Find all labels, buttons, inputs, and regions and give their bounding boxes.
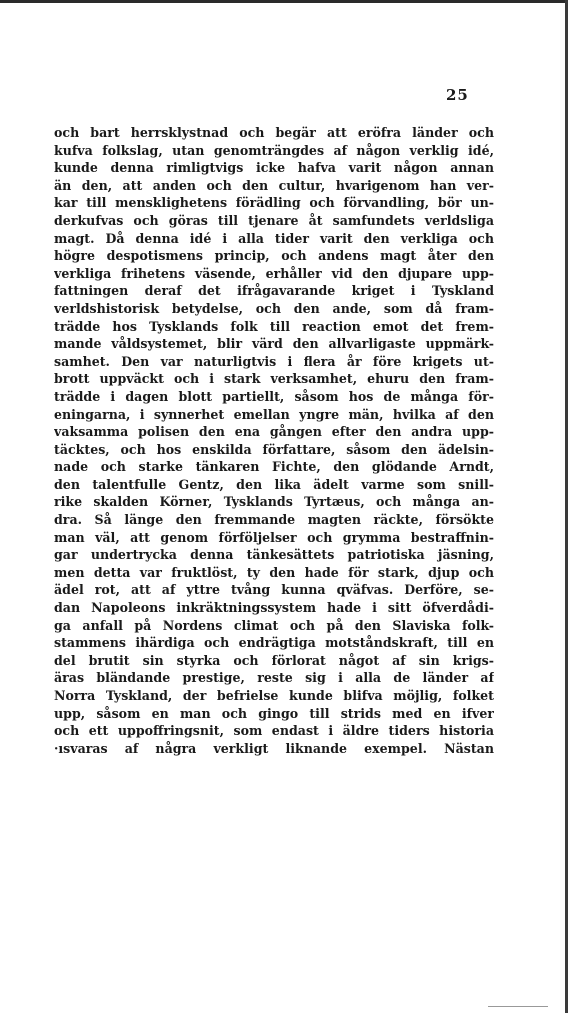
text-line: stammens ihärdiga och endrägtiga motståndskraft, till en <box>54 635 494 651</box>
text-line: rike skalden Körner, Tysklands Tyrtæus, och många an- <box>54 494 494 510</box>
text-line: magt. Då denna idé i alla tider varit den verkliga och <box>54 230 494 246</box>
text-line: fattningen deraf det ifrågavarande kriget i Tyskland <box>54 283 494 299</box>
text-line: dra. Så länge den fremmande magten räckte, försökte <box>54 512 494 528</box>
text-line: verldshistorisk betydelse, och den ande, som då fram- <box>54 300 494 316</box>
text-line: dan Napoleons inkräktningssystem hade i sitt öfverdådi- <box>54 600 494 616</box>
text-line: äras bländande prestige, reste sig i alla de länder af <box>54 670 494 686</box>
text-line: Norra Tyskland, der befrielse kunde blifva möjlig, folket <box>54 688 494 703</box>
text-line: verkliga frihetens väsende, erhåller vid den djupare upp- <box>54 265 494 281</box>
text-line: kufva folkslag, utan genomträngdes af någon verklig idé, <box>54 142 494 158</box>
text-line: trädde hos Tysklands folk till reaction emot det frem- <box>54 318 494 334</box>
text-line: kar till mensklighetens förädling och förvandling, bör un- <box>54 195 494 211</box>
text-line: nade och starke tänkaren Fichte, den glödande Arndt, <box>54 459 494 475</box>
text-line: ga anfall på Nordens climat och på den Slaviska folk- <box>54 617 494 633</box>
text-line: brott uppväckt och i stark verksamhet, ehuru den fram- <box>54 371 494 387</box>
text-line: än den, att anden och den cultur, hvarigenom han ver- <box>54 177 494 193</box>
text-line: upp, såsom en man och gingo till strids med en ifver <box>54 705 494 721</box>
page-number: 25 <box>446 86 469 104</box>
text-line: och bart herrsklystnad och begär att eröfra länder och <box>54 125 494 140</box>
text-line: högre despotismens princip, och andens magt åter den <box>54 248 494 264</box>
text-line: men detta var fruktlöst, ty den hade för stark, djup och <box>54 564 494 580</box>
text-line: ädel rot, att af yttre tvång kunna qväfvas. Derföre, se- <box>54 582 494 598</box>
text-line: trädde i dagen blott partiellt, såsom hos de många för- <box>54 388 494 404</box>
text-line: kunde denna rimligtvigs icke hafva varit någon annan <box>54 160 494 176</box>
text-line: täcktes, och hos enskilda författare, såsom den ädelsin- <box>54 441 494 457</box>
text-line: del brutit sin styrka och förlorat något af sin krigs- <box>54 652 494 668</box>
text-line: mande våldsystemet, blir värd den allvarligaste uppmärk- <box>54 336 494 352</box>
body-text <box>54 124 494 757</box>
text-line: ·ısvaras af några verkligt liknande exempel. Nästan <box>54 740 494 756</box>
text-line: och ett uppoffringsnit, som endast i äldre tiders historia <box>54 723 494 739</box>
text-line: derkufvas och göras till tjenare åt samfundets verldsliga <box>54 212 494 228</box>
text-line: vaksamma polisen den ena gången efter den andra upp- <box>54 424 494 440</box>
text-line: samhet. Den var naturligtvis i flera år före krigets ut- <box>54 353 494 369</box>
text-line: den talentfulle Gentz, den lika ädelt varme som snill- <box>54 476 494 492</box>
top-border <box>0 0 568 3</box>
text-line: eningarna, i synnerhet emellan yngre män, hvilka af den <box>54 406 494 422</box>
text-line: gar undertrycka denna tänkesättets patriotiska jäsning, <box>54 547 494 563</box>
text-line: man väl, att genom förföljelser och grymma bestraffnin- <box>54 529 494 545</box>
bottom-edge-mark <box>488 1006 548 1007</box>
